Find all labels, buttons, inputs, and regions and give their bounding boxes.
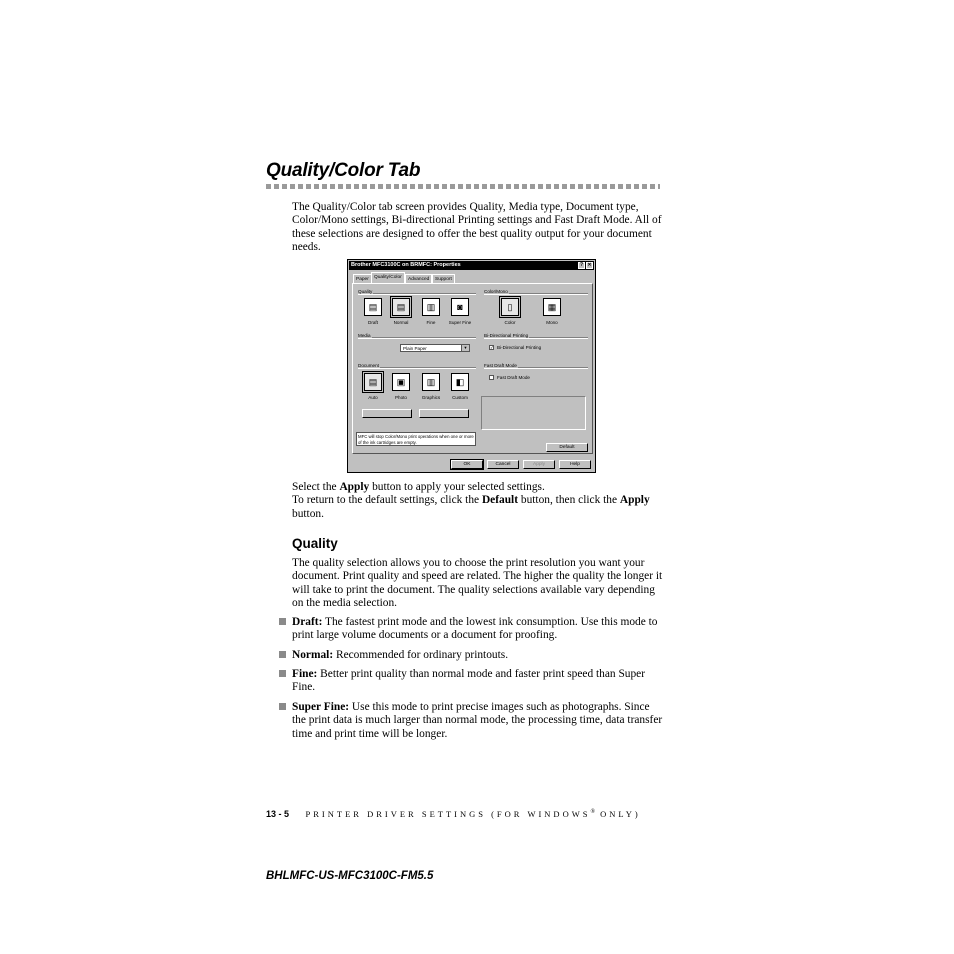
fine-label: Fine (426, 320, 436, 325)
quality-group-label: Quality (358, 289, 373, 294)
info-area (481, 396, 586, 430)
cancel-button[interactable]: Cancel (487, 460, 519, 469)
graphics-icon: ▥ (426, 377, 436, 387)
document-code: BHLMFC-US-MFC3100C-FM5.5 (266, 870, 434, 882)
quality-group-line (358, 293, 476, 295)
close-icon[interactable]: ✕ (587, 262, 592, 268)
quality-intro: The quality selection allows you to choose the print resolution you want your document. Print quality and speed are related. The higher the quality the longer it will take to print the document. The quality selections available vary depending on the media selection. (292, 557, 663, 610)
super-fine-option[interactable] (451, 298, 469, 316)
section-title: Quality/Color Tab (266, 160, 421, 181)
photo-label: Photo (394, 395, 407, 400)
bidirectional-checkbox[interactable]: ✓ (490, 345, 494, 350)
color-label: Color (504, 320, 516, 325)
super-fine-icon: ◙ (457, 302, 463, 312)
bidirectional-checkbox-label: Bi-Directional Printing (497, 345, 542, 350)
help-button[interactable]: Help (559, 460, 591, 469)
auto-label: Auto (368, 395, 378, 400)
tab-advanced[interactable]: Advanced (405, 274, 432, 283)
super-fine-label: Super Fine (448, 320, 472, 325)
graphics-option[interactable] (422, 373, 440, 391)
tab-support[interactable]: Support (432, 274, 455, 283)
auto-icon: ▤ (368, 377, 378, 387)
title-divider (266, 184, 660, 189)
photo-icon: ▣ (396, 377, 406, 387)
apply-button[interactable]: Apply (523, 460, 555, 469)
bullet-draft: Draft: The fastest print mode and the lowest ink consumption. Use this mode to print large volume documents or a document for proofing. (292, 616, 664, 643)
bidirectional-group-label: Bi-Directional Printing (484, 333, 529, 338)
bullet-fine: Fine: Better print quality than normal mode and faster print speed than Super Fine. (292, 668, 664, 695)
tab-quality-color[interactable]: Quality/Color (371, 272, 405, 283)
media-group-line (358, 337, 476, 339)
custom-settings-button-2-disabled (419, 409, 469, 418)
media-group-label: Media (358, 333, 371, 338)
auto-option[interactable] (364, 373, 382, 391)
custom-settings-button-disabled (362, 409, 412, 418)
bullet-normal: Normal: Recommended for ordinary printouts. (292, 649, 664, 662)
footer-section: PRINTER DRIVER SETTINGS (FOR WINDOWS® ONLY) (305, 809, 641, 819)
draft-icon: ▤ (368, 302, 378, 312)
fine-option[interactable] (422, 298, 440, 316)
document-group-label: Document (358, 363, 379, 368)
properties-dialog (347, 259, 596, 473)
normal-icon: ▤ (396, 302, 406, 312)
color-option[interactable] (501, 298, 519, 316)
custom-icon: ◧ (455, 377, 465, 387)
bullet-square-icon (279, 651, 286, 658)
ink-message: MFC will stop Color/Mono print operations when one or more of the ink cartridges are empty. (356, 432, 476, 446)
dialog-title: Brother MFC3100C on BRMFC: Properties (351, 262, 461, 268)
fast-draft-checkbox[interactable] (489, 375, 494, 380)
draft-option[interactable] (364, 298, 382, 316)
intro-paragraph: The Quality/Color tab screen provides Quality, Media type, Document type, Color/Mono settings, Bi-directional Printing settings and Fast Draft Mode. All of these selections are designed to offer the best quality output for your document needs. (292, 201, 662, 254)
chevron-down-icon[interactable]: ▼ (461, 345, 469, 351)
dialog-titlebar (349, 261, 594, 270)
color-icon: ▯ (507, 302, 513, 312)
color-mono-group-label: Color/Mono (484, 289, 508, 294)
mono-option[interactable] (543, 298, 561, 316)
mono-icon: ▦ (547, 302, 557, 312)
fine-icon: ▥ (426, 302, 436, 312)
bullet-square-icon (279, 703, 286, 710)
fast-draft-group-label: Fast Draft Mode (484, 363, 517, 368)
default-button[interactable]: Default (546, 443, 588, 452)
media-select[interactable] (400, 344, 470, 352)
draft-label: Draft (368, 320, 378, 325)
tab-paper[interactable]: Paper (353, 274, 372, 283)
bullet-square-icon (279, 670, 286, 677)
bullet-super-fine: Super Fine: Use this mode to print precise images such as photographs. Since the print data is much larger than normal mode, the processing time, data transfer time and print time will be longer. (292, 701, 664, 741)
page-number: 13 - 5 (266, 809, 290, 819)
mono-label: Mono (546, 320, 558, 325)
fast-draft-checkbox-label: Fast Draft Mode (497, 375, 530, 380)
ok-button[interactable]: OK (451, 460, 483, 469)
page-footer (266, 809, 641, 819)
normal-option[interactable] (392, 298, 410, 316)
custom-option[interactable] (451, 373, 469, 391)
photo-option[interactable] (392, 373, 410, 391)
bullet-square-icon (279, 618, 286, 625)
custom-label: Custom (452, 395, 468, 400)
media-selected-value: Plain Paper (403, 346, 427, 351)
apply-instructions: Select the Apply button to apply your selected settings. To return to the default settings, click the Default button, then click the Apply button. (292, 481, 650, 520)
normal-label: Normal (393, 320, 409, 325)
graphics-label: Graphics (421, 395, 441, 400)
help-icon[interactable]: ? (579, 262, 584, 268)
quality-heading: Quality (292, 536, 338, 551)
